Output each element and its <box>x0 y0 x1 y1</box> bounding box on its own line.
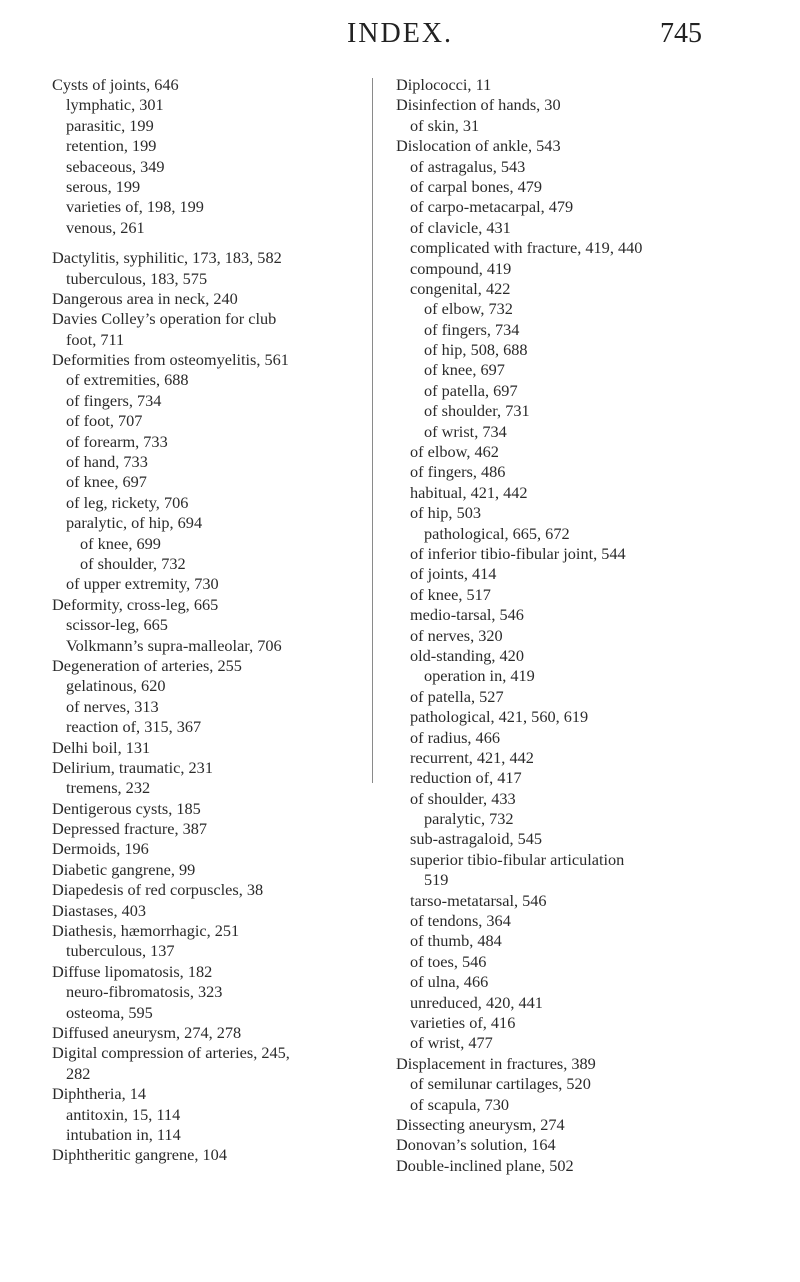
index-sub-entry: Volkmann’s supra-malleolar, 706 <box>66 635 282 655</box>
index-heading-entry: Depressed fracture, 387 <box>52 819 208 839</box>
index-sub-entry: of foot, 707 <box>66 411 143 431</box>
index-sub-entry: of tendons, 364 <box>410 911 511 931</box>
index-sub-entry: unreduced, 420, 441 <box>410 992 543 1012</box>
index-sub-entry: of elbow, 462 <box>410 442 499 462</box>
index-sub-entry: medio-tarsal, 546 <box>410 605 524 625</box>
index-sub-entry: of toes, 546 <box>410 951 487 971</box>
index-heading-entry: Diffused aneurysm, 274, 278 <box>52 1022 242 1042</box>
index-heading-entry: Davies Colley’s operation for club <box>52 309 277 329</box>
index-sub-entry: gelatinous, 620 <box>66 676 166 696</box>
index-sub-entry: pathological, 665, 672 <box>424 523 570 543</box>
index-heading-entry: Diffuse lipomatosis, 182 <box>52 961 213 981</box>
index-sub-entry: of scapula, 730 <box>410 1094 510 1114</box>
index-sub-entry: of nerves, 320 <box>410 625 503 645</box>
index-sub-entry: of astragalus, 543 <box>410 156 526 176</box>
index-heading-entry: Displacement in fractures, 389 <box>396 1053 596 1073</box>
index-heading-entry: Diphtheritic gangrene, 104 <box>52 1145 227 1165</box>
index-sub-entry: of knee, 699 <box>80 533 161 553</box>
index-heading-entry: Diplococci, 11 <box>396 75 492 94</box>
index-heading-entry: Dangerous area in neck, 240 <box>52 288 238 308</box>
index-sub-entry: sebaceous, 349 <box>66 156 165 176</box>
index-sub-entry: congenital, 422 <box>410 278 511 298</box>
index-sub-entry: of carpo-metacarpal, 479 <box>410 197 574 217</box>
index-sub-entry: 282 <box>66 1063 91 1083</box>
page-title: INDEX. <box>346 18 454 49</box>
index-heading-entry: Dislocation of ankle, 543 <box>396 136 561 156</box>
index-heading-entry: Donovan’s solution, 164 <box>396 1135 556 1155</box>
index-sub-entry: of skin, 31 <box>410 115 480 135</box>
index-sub-entry: complicated with fracture, 419, 440 <box>410 238 643 258</box>
index-sub-entry: tremens, 232 <box>66 778 151 798</box>
index-sub-entry: of joints, 414 <box>410 564 497 584</box>
index-sub-entry: varieties of, 416 <box>410 1012 516 1032</box>
index-sub-entry: of knee, 517 <box>410 584 491 604</box>
column-divider <box>372 78 373 783</box>
index-sub-entry: of leg, rickety, 706 <box>66 492 189 512</box>
index-sub-entry: superior tibio-fibular articulation <box>410 849 625 869</box>
index-sub-entry: recurrent, 421, 442 <box>410 747 534 767</box>
index-sub-entry: sub-astragaloid, 545 <box>410 829 543 849</box>
index-heading-entry: Diapedesis of red corpuscles, 38 <box>52 880 264 900</box>
index-sub-entry: varieties of, 198, 199 <box>66 197 204 217</box>
index-sub-entry: of forearm, 733 <box>66 431 168 451</box>
index-heading-entry: Dermoids, 196 <box>52 839 149 859</box>
index-column-right <box>396 75 726 1176</box>
index-sub-entry: 519 <box>424 870 449 890</box>
index-heading-entry: Deformity, cross-leg, 665 <box>52 594 219 614</box>
index-sub-entry: pathological, 421, 560, 619 <box>410 707 589 727</box>
index-heading-entry: Double-inclined plane, 502 <box>396 1155 574 1175</box>
index-sub-entry: of hand, 733 <box>66 452 148 472</box>
index-sub-entry: antitoxin, 15, 114 <box>66 1104 181 1124</box>
index-sub-entry: of wrist, 477 <box>410 1033 493 1053</box>
index-sub-entry: of patella, 697 <box>424 380 518 400</box>
index-heading-entry: Delirium, traumatic, 231 <box>52 757 213 777</box>
index-sub-entry: operation in, 419 <box>424 666 535 686</box>
index-sub-entry: venous, 261 <box>66 217 145 237</box>
index-heading-entry: Diastases, 403 <box>52 900 147 920</box>
index-sub-entry: of radius, 466 <box>410 727 500 747</box>
index-heading-entry: Disinfection of hands, 30 <box>396 95 561 115</box>
page-header <box>0 18 800 54</box>
index-heading-entry: Deformities from osteomyelitis, 561 <box>52 350 289 370</box>
index-sub-entry: compound, 419 <box>410 258 512 278</box>
index-heading-entry: Diabetic gangrene, 99 <box>52 859 196 879</box>
index-sub-entry: of clavicle, 431 <box>410 217 511 237</box>
index-sub-entry: parasitic, 199 <box>66 115 154 135</box>
index-heading-entry: Dissecting aneurysm, 274 <box>396 1114 565 1134</box>
index-sub-entry: paralytic, of hip, 694 <box>66 513 203 533</box>
index-heading-entry: Digital compression of arteries, 245, <box>52 1043 290 1063</box>
index-sub-entry: of shoulder, 433 <box>410 788 516 808</box>
index-sub-entry: foot, 711 <box>66 329 125 349</box>
index-sub-entry: of fingers, 734 <box>424 319 520 339</box>
index-sub-entry: reduction of, 417 <box>410 768 522 788</box>
index-sub-entry: tarso-metatarsal, 546 <box>410 890 547 910</box>
index-sub-entry: of inferior tibio-fibular joint, 544 <box>410 543 626 563</box>
index-sub-entry: retention, 199 <box>66 136 157 156</box>
index-sub-entry: of hip, 503 <box>410 503 481 523</box>
index-sub-entry: of hip, 508, 688 <box>424 340 528 360</box>
index-sub-entry: of semilunar cartilages, 520 <box>410 1074 591 1094</box>
index-sub-entry: of fingers, 486 <box>410 462 506 482</box>
index-sub-entry: intubation in, 114 <box>66 1124 181 1144</box>
index-sub-entry: neuro-fibromatosis, 323 <box>66 982 223 1002</box>
index-sub-entry: of ulna, 466 <box>410 972 489 992</box>
index-sub-entry: of upper extremity, 730 <box>66 574 219 594</box>
index-heading-entry: Diphtheria, 14 <box>52 1084 147 1104</box>
index-sub-entry: old-standing, 420 <box>410 645 524 665</box>
index-sub-entry: of nerves, 313 <box>66 696 159 716</box>
index-column-left <box>52 75 370 1166</box>
index-sub-entry: of patella, 527 <box>410 686 504 706</box>
index-heading-entry: Delhi boil, 131 <box>52 737 151 757</box>
index-sub-entry: of knee, 697 <box>66 472 147 492</box>
index-sub-entry: of elbow, 732 <box>424 299 513 319</box>
index-sub-entry: tuberculous, 137 <box>66 941 175 961</box>
index-sub-entry: of extremities, 688 <box>66 370 189 390</box>
index-sub-entry: reaction of, 315, 367 <box>66 717 202 737</box>
index-sub-entry: habitual, 421, 442 <box>410 482 528 502</box>
index-heading-entry: Dactylitis, syphilitic, 173, 183, 582 <box>52 248 282 268</box>
index-sub-entry: of wrist, 734 <box>424 421 507 441</box>
index-sub-entry: of fingers, 734 <box>66 390 162 410</box>
index-sub-entry: of thumb, 484 <box>410 931 502 951</box>
index-heading-entry: Cysts of joints, 646 <box>52 75 179 94</box>
index-sub-entry: tuberculous, 183, 575 <box>66 268 208 288</box>
index-section-gap <box>52 238 370 248</box>
index-sub-entry: serous, 199 <box>66 176 141 196</box>
index-sub-entry: of carpal bones, 479 <box>410 176 543 196</box>
index-sub-entry: lymphatic, 301 <box>66 95 164 115</box>
page-number: 745 <box>660 18 702 49</box>
index-heading-entry: Diathesis, hæmorrhagic, 251 <box>52 921 240 941</box>
index-sub-entry: paralytic, 732 <box>424 809 514 829</box>
index-sub-entry: of knee, 697 <box>424 360 505 380</box>
index-heading-entry: Degeneration of arteries, 255 <box>52 655 242 675</box>
index-sub-entry: of shoulder, 732 <box>80 553 186 573</box>
index-heading-entry: Dentigerous cysts, 185 <box>52 798 201 818</box>
index-sub-entry: scissor-leg, 665 <box>66 615 168 635</box>
index-sub-entry: of shoulder, 731 <box>424 401 530 421</box>
index-sub-entry: osteoma, 595 <box>66 1002 153 1022</box>
